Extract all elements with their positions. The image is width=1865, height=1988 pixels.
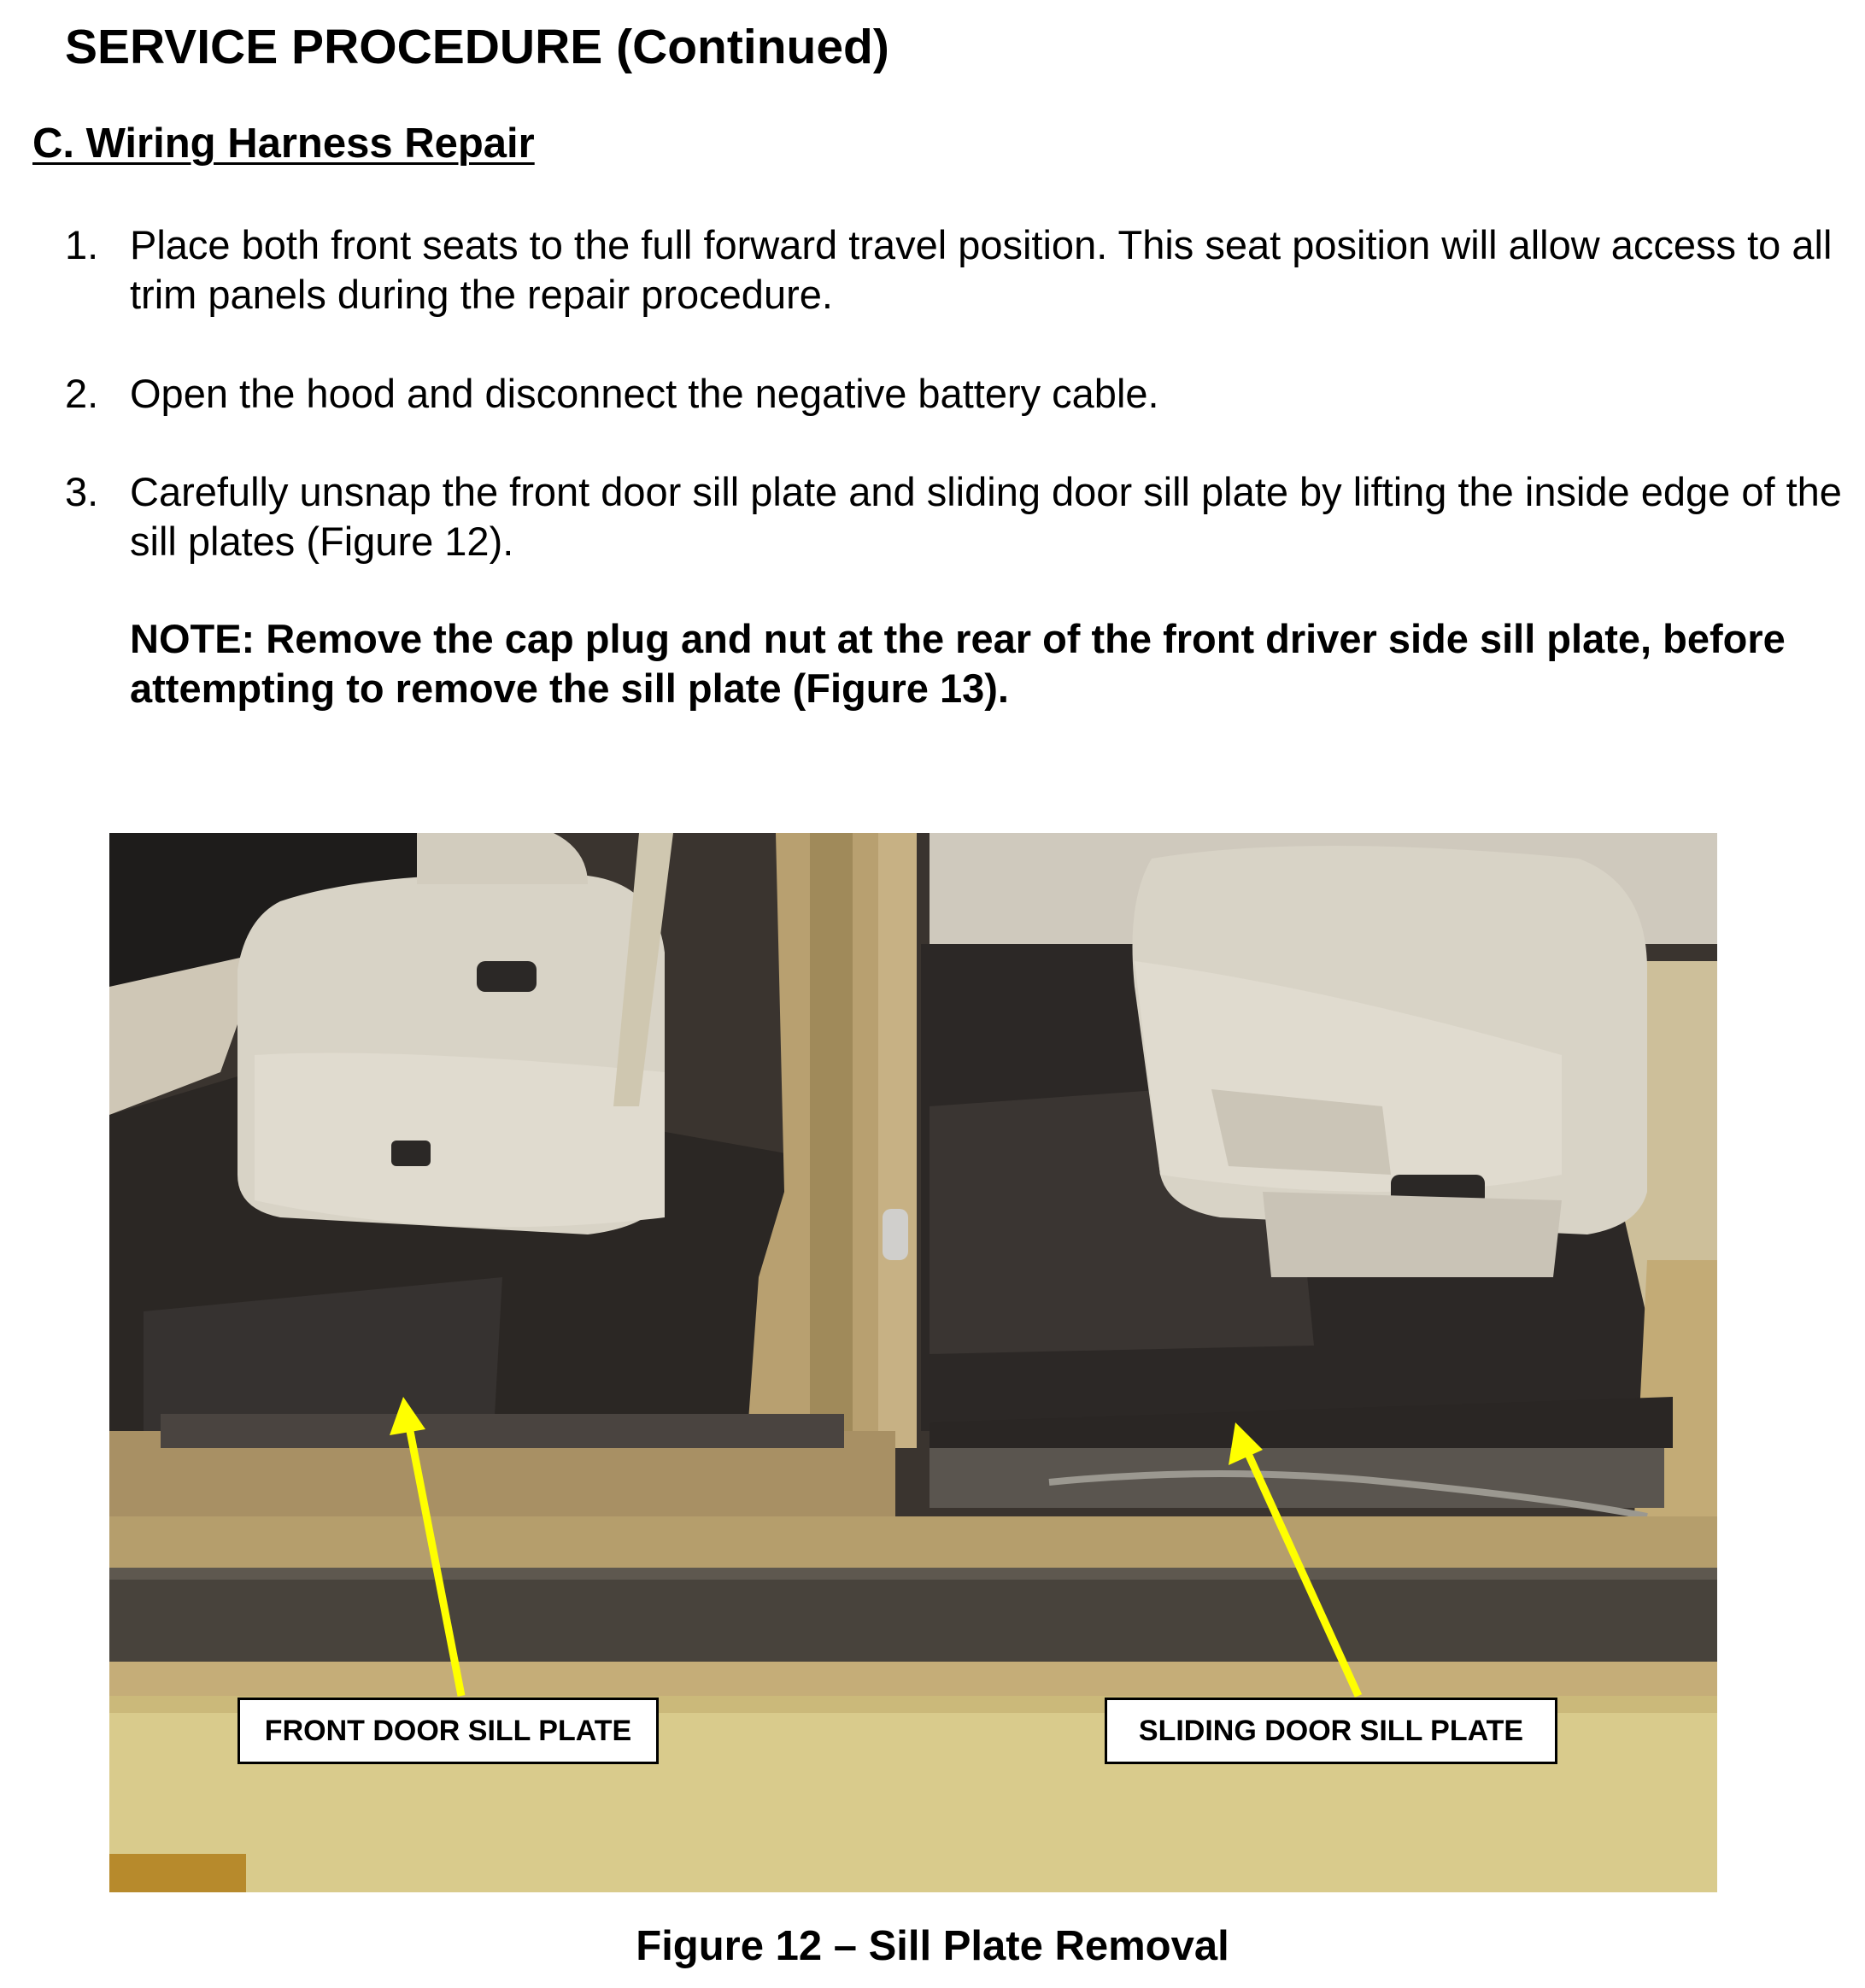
front-door-sill-plate-label: FRONT DOOR SILL PLATE xyxy=(238,1698,659,1764)
sill-plate-photo xyxy=(109,833,1717,1892)
step-number: 3. xyxy=(65,469,99,514)
figure-caption: Figure 12 – Sill Plate Removal xyxy=(636,1923,1229,1969)
step-number: 1. xyxy=(65,222,99,267)
section-heading: C. Wiring Harness Repair xyxy=(32,120,535,167)
step-text: Place both front seats to the full forward travel position. This seat position will allow access to all trim panels during the repair procedure. xyxy=(130,222,1833,317)
step-text: Open the hood and disconnect the negative battery cable. xyxy=(130,371,1159,416)
page-title: SERVICE PROCEDURE (Continued) xyxy=(65,20,889,74)
sliding-door-sill-plate-label: SLIDING DOOR SILL PLATE xyxy=(1105,1698,1557,1764)
note: NOTE: Remove the cap plug and nut at the rear of the front driver side sill plate, before attempting to remove the sill plate (Figure 13). xyxy=(130,616,1786,711)
step-text: Carefully unsnap the front door sill plate and sliding door sill plate by lifting the inside edge of the sill plates (Figure 12). xyxy=(130,469,1842,564)
step-number: 2. xyxy=(65,371,99,416)
